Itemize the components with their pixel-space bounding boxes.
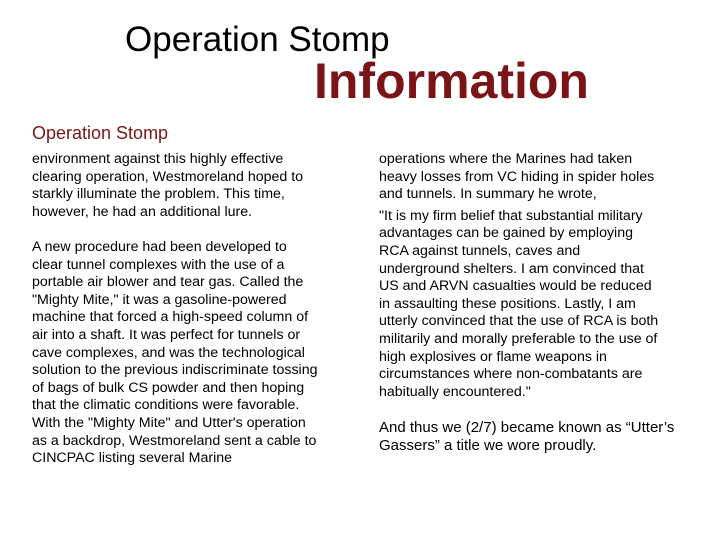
slide-title-line2: Information: [314, 53, 589, 109]
right-paragraph-1: operations where the Marines had taken heavy losses from VC hiding in spider holes and tunnels. In summary he wrote,: [379, 151, 655, 203]
left-paragraph-1: environment against this highly effective clearing operation, Westmoreland hoped to starkly illuminate the problem. This time, however, he had an additional lure.: [32, 151, 304, 220]
right-text-column: [379, 151, 699, 454]
slide-title-line1: Operation Stomp: [125, 20, 390, 59]
left-paragraph-2: A new procedure had been developed to clear tunnel complexes with the use of a portable air blower and tear gas. Called the "Mighty Mite," it was a gasoline-powered machine that forced a high-speed column of air into a shaft. It was perfect for tunnels or cave complexes, and was the technological solution to the previous indiscriminate tossing of bags of bulk CS powder and then hoping that the climatic conditions were favorable. With the "Mighty Mite" and Utter's operation as a backdrop, Westmoreland sent a cable to CINCPAC listing several Marine: [32, 238, 318, 467]
left-text-column: [32, 151, 362, 468]
section-heading: Operation Stomp: [32, 123, 169, 143]
right-paragraph-3: And thus we (2/7) became known as “Utter’s Gassers” a title we wore proudly.: [379, 418, 675, 454]
right-paragraph-2-quote: "It is my firm belief that substantial military advantages can be gained by employing RCA against tunnels, caves and underground shelters. I am convinced that US and ARVN casualties would be reduced in assaulting these positions. Lastly, I am utterly convinced that the use of RCA is both militarily and morally preferable to the use of high explosives or flame weapons in circumstances where non-combatants are habitually encountered.": [379, 207, 659, 400]
